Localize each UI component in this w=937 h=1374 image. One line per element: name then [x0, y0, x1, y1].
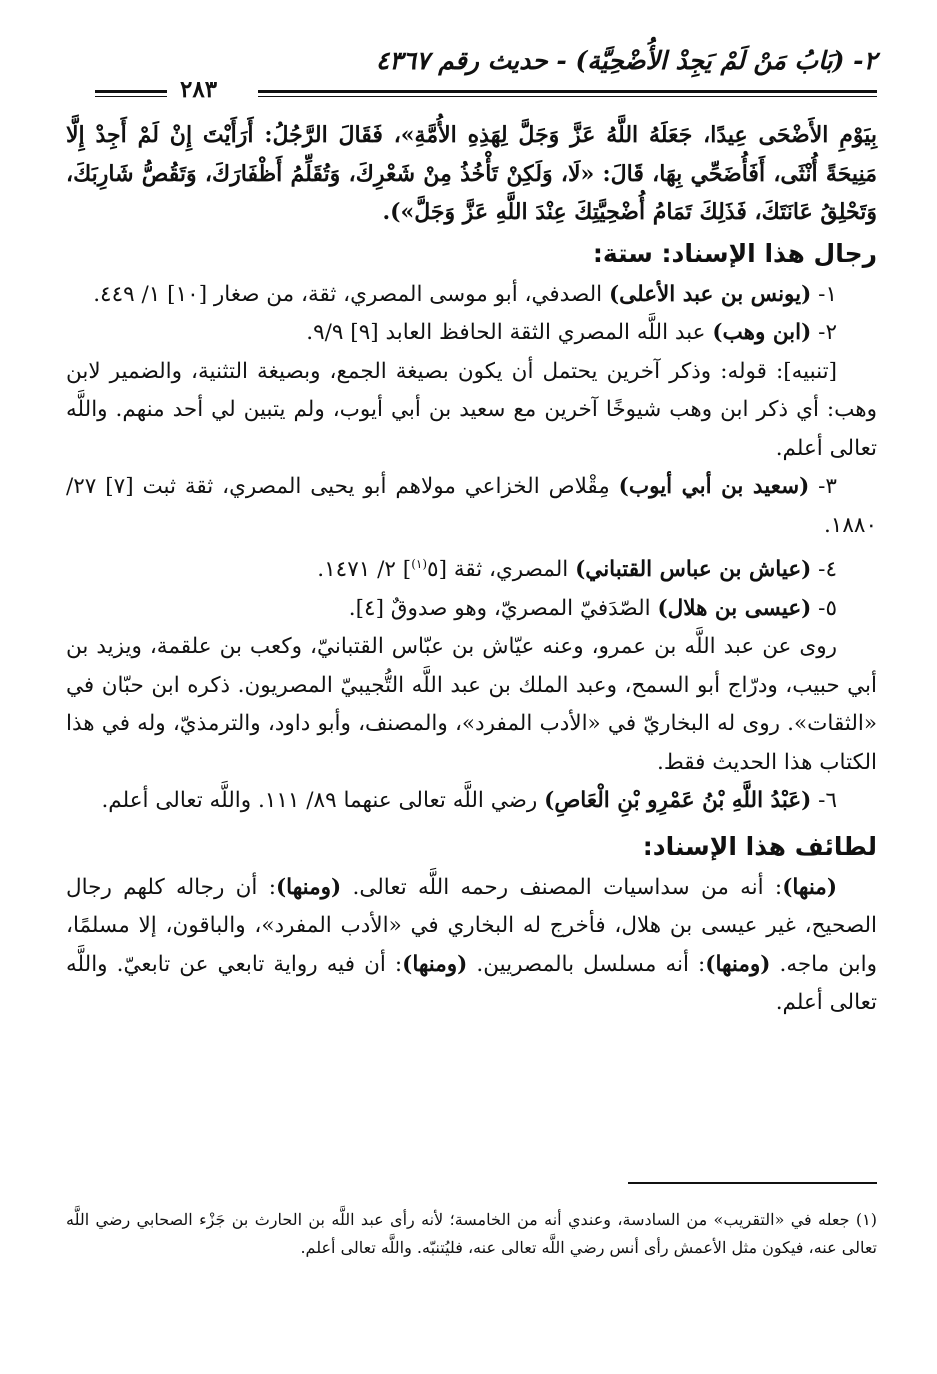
narrator-5	[66, 590, 877, 629]
footnote	[66, 1206, 877, 1262]
narrator-2	[66, 314, 877, 353]
narrator-4	[66, 545, 877, 590]
narrator-name: (ابن وهب)	[712, 320, 812, 345]
subtlety-label: (منها)	[782, 874, 837, 900]
narrator-number: ٢-	[818, 320, 837, 345]
page-header	[95, 46, 877, 103]
narrator-number: ٦-	[818, 788, 837, 814]
notice-text: : قوله: وذكر آخرين يحتمل أن يكون بصيغة الجمع، وبصيغة التثنية، والضمير لابن وهب: أي ذكر ابن وهب شيوخًا آخرين مع سعيد بن أبي أيوب، ولم يتبين لي أحد منهم. واللَّه تعالى أعلم.	[66, 358, 877, 461]
header-rule-left-thin	[95, 96, 167, 97]
narrator-name: (عَبْدُ اللَّهِ بْنُ عَمْرِو بْنِ الْعَاصِ)	[544, 788, 812, 814]
notice-label: [تنبيه]	[783, 358, 837, 384]
narrator-text: عبد اللَّه المصري الثقة الحافظ العابد [٩] ٩/٩.	[306, 320, 706, 345]
hadith-text: بِيَوْمِ الأَضْحَى عِيدًا، جَعَلَهُ اللَّهُ عَزَّ وَجَلَّ لِهَذِهِ الأُمَّةِ»، فَقَالَ الرَّجُلُ: أَرَأَيْتَ إِنْ لَمْ أَجِدْ إِلَّا مَنِيحَةً أُنْثَى، أَفَأُضَحِّي بِهَا، قَالَ: «لَا، وَلَكِنْ تَأْخُذُ مِنْ شَعْرِكَ، وَتُقَلِّمُ أَظْفَارَكَ، وَتَقُصُّ شَارِبَكَ، وَتَحْلِقُ عَانَتَكَ، فَذَلِكَ تَمَامُ أُضْحِيَّتِكَ عِنْدَ اللَّهِ عَزَّ وَجَلَّ»).	[66, 122, 877, 225]
header-rule-thin	[258, 96, 877, 97]
subtlety-text: : أن فيه رواية تابعي عن تابعيّ. واللَّه تعالى أعلم.	[66, 951, 877, 1016]
narrator-1	[66, 276, 877, 315]
narrator-number: ٥-	[818, 595, 837, 621]
subtlety-label: (ومنها)	[402, 951, 468, 977]
main-text	[66, 116, 877, 1023]
narrator-number: ٣-	[818, 474, 837, 499]
subtlety-text: : أن رجاله كلهم رجال الصحيح، غير عيسى بن هلال، فأخرج له البخاري في «الأدب المفرد»، والباقون، إلا مسلمًا، وابن ماجه.	[66, 874, 878, 977]
narrator-5-detail: روى عن عبد اللَّه بن عمرو، وعنه عيّاش بن عبّاس القتبانيّ، وكعب بن علقمة، ويزيد بن أبي حبيب، ودرّاج أبو السمح، وعبد الملك بن عبد اللَّه التُّجيبيّ المصريون. ذكره ابن حبّان في «الثقات». روى له البخاريّ في «الأدب المفرد»، والمصنف، وأبو داود، والترمذيّ، وله في هذا الكتاب هذا الحديث فقط.	[66, 634, 877, 775]
narrator-text: رضي اللَّه تعالى عنهما ٨٩/ ١١١. واللَّه تعالى أعلم.	[101, 788, 538, 814]
subtlety-text: : أنه مسلسل بالمصريين.	[467, 951, 706, 977]
subtleties-paragraph	[66, 869, 877, 1023]
narrator-number: ٤-	[818, 557, 837, 583]
footnote-marker: (١)	[855, 1210, 877, 1229]
page-number: ٢٨٣	[180, 76, 218, 103]
narrator-text: الصّدَفيّ المصريّ، وهو صدوقٌ [٤].	[348, 595, 651, 621]
narrator-name: (عياش بن عباس القتباني)	[575, 557, 812, 583]
footnote-paragraph	[66, 1206, 877, 1262]
narrator-6	[66, 782, 877, 821]
subtlety-label: (ومنها)	[275, 874, 342, 900]
narrator-text: المصري، ثقة [٥	[427, 557, 569, 583]
footnote-text: جعله في «التقريب» من السادسة، وعندي أنه من الخامسة؛ لأنه رأى عبد اللَّه بن الحارث بن جَزْء الصحابي رضي اللَّه تعالى عنه، فيكون مثل الأعمش رأى أنس رضي اللَّه تعالى عنه، فليُتنبّه. واللَّه تعالى أعلم.	[66, 1210, 877, 1257]
subtlety-label: (ومنها)	[705, 951, 771, 977]
header-title: ٢- (بَابُ مَنْ لَمْ يَجِدْ الأُضْحِيَّة) - حديث رقم ٤٣٦٧	[375, 46, 877, 75]
narrator-number: ١-	[818, 281, 837, 307]
footnote-ref[interactable]: (١)	[411, 557, 428, 571]
subtleties-heading: لطائف هذا الإسناد:	[642, 831, 877, 861]
header-rule	[258, 90, 877, 93]
header-rule-left	[95, 90, 167, 93]
notice-paragraph	[66, 353, 877, 469]
footnote-separator	[628, 1182, 877, 1184]
narrator-name: (سعيد بن أبي أيوب)	[618, 474, 810, 499]
narrator-3	[66, 468, 877, 545]
narrator-name: (عيسى بن هلال)	[657, 595, 812, 621]
narrator-name: (يونس بن عبد الأعلى)	[608, 281, 812, 307]
narrators-heading: رجال هذا الإسناد: ستة:	[592, 238, 877, 268]
narrator-text: مِقْلاص الخزاعي مولاهم أبو يحيى المصري، ثقة ثبت [٧] ٢٧/ ١٨٨٠.	[66, 474, 877, 538]
narrator-text-after: ] ٢/ ١٤٧١.	[317, 557, 412, 583]
narrator-text: الصدفي، أبو موسى المصري، ثقة، من صغار [١٠] ١/ ٤٤٩.	[93, 281, 603, 307]
subtlety-text: : أنه من سداسيات المصنف رحمه اللَّه تعالى.	[341, 874, 783, 900]
